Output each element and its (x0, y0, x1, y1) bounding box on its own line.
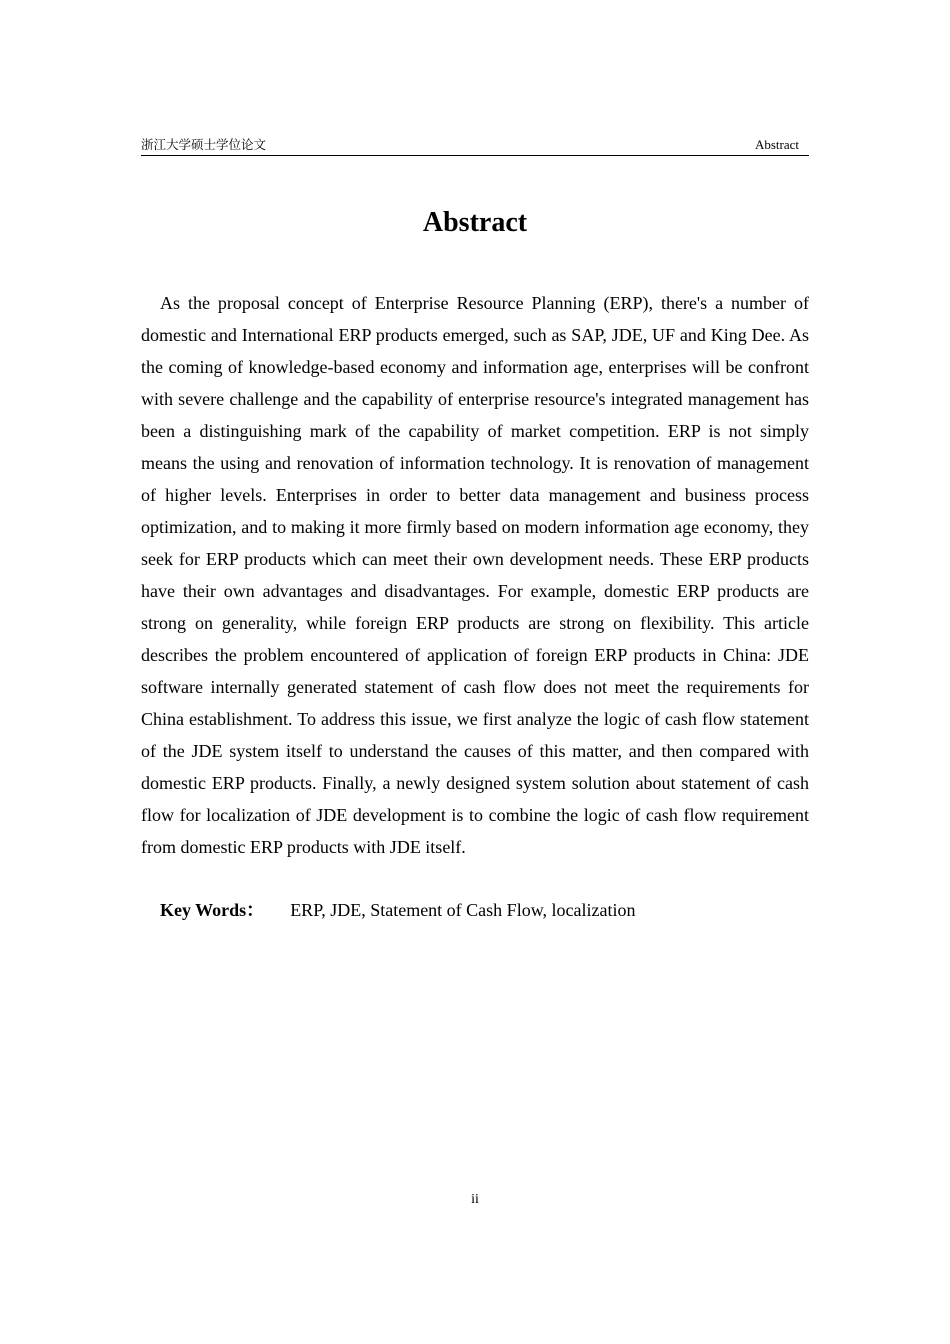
page-number: ii (471, 1192, 479, 1207)
abstract-body: As the proposal concept of Enterprise Resource Planning (ERP), there's a number of domestic and International ERP products emerged, such as SAP, JDE, UF and King Dee. As the coming of knowledge-based economy and information age, enterprises will be confront with severe challenge and the capability of enterprise resource's integrated management has been a distinguishing mark of the capability of market competition. ERP is not simply means the using and renovation of information technology. It is renovation of management of higher levels. Enterprises in order to better data management and business process optimization, and to making it more firmly based on modern information age economy, they seek for ERP products which can meet their own development needs. These ERP products have their own advantages and disadvantages. For example, domestic ERP products are strong on generality, while foreign ERP products are strong on flexibility. This article describes the problem encountered of application of foreign ERP products in China: JDE software internally generated statement of cash flow does not meet the requirements for China establishment. To address this issue, we first analyze the logic of cash flow statement of the JDE system itself to understand the causes of this matter, and then compared with domestic ERP products. Finally, a newly designed system solution about statement of cash flow for localization of JDE development is to combine the logic of cash flow requirement from domestic ERP products with JDE itself. (141, 293, 809, 857)
page-title: Abstract (422, 207, 528, 238)
keywords-line (160, 894, 809, 926)
page-header (141, 136, 809, 156)
keywords-value: ERP, JDE, Statement of Cash Flow, localization (290, 900, 636, 920)
header-section-name: Abstract (754, 137, 799, 152)
keywords-label: Key Words： (160, 900, 265, 920)
header-thesis-name: 浙江大学硕士学位论文 (141, 137, 267, 152)
